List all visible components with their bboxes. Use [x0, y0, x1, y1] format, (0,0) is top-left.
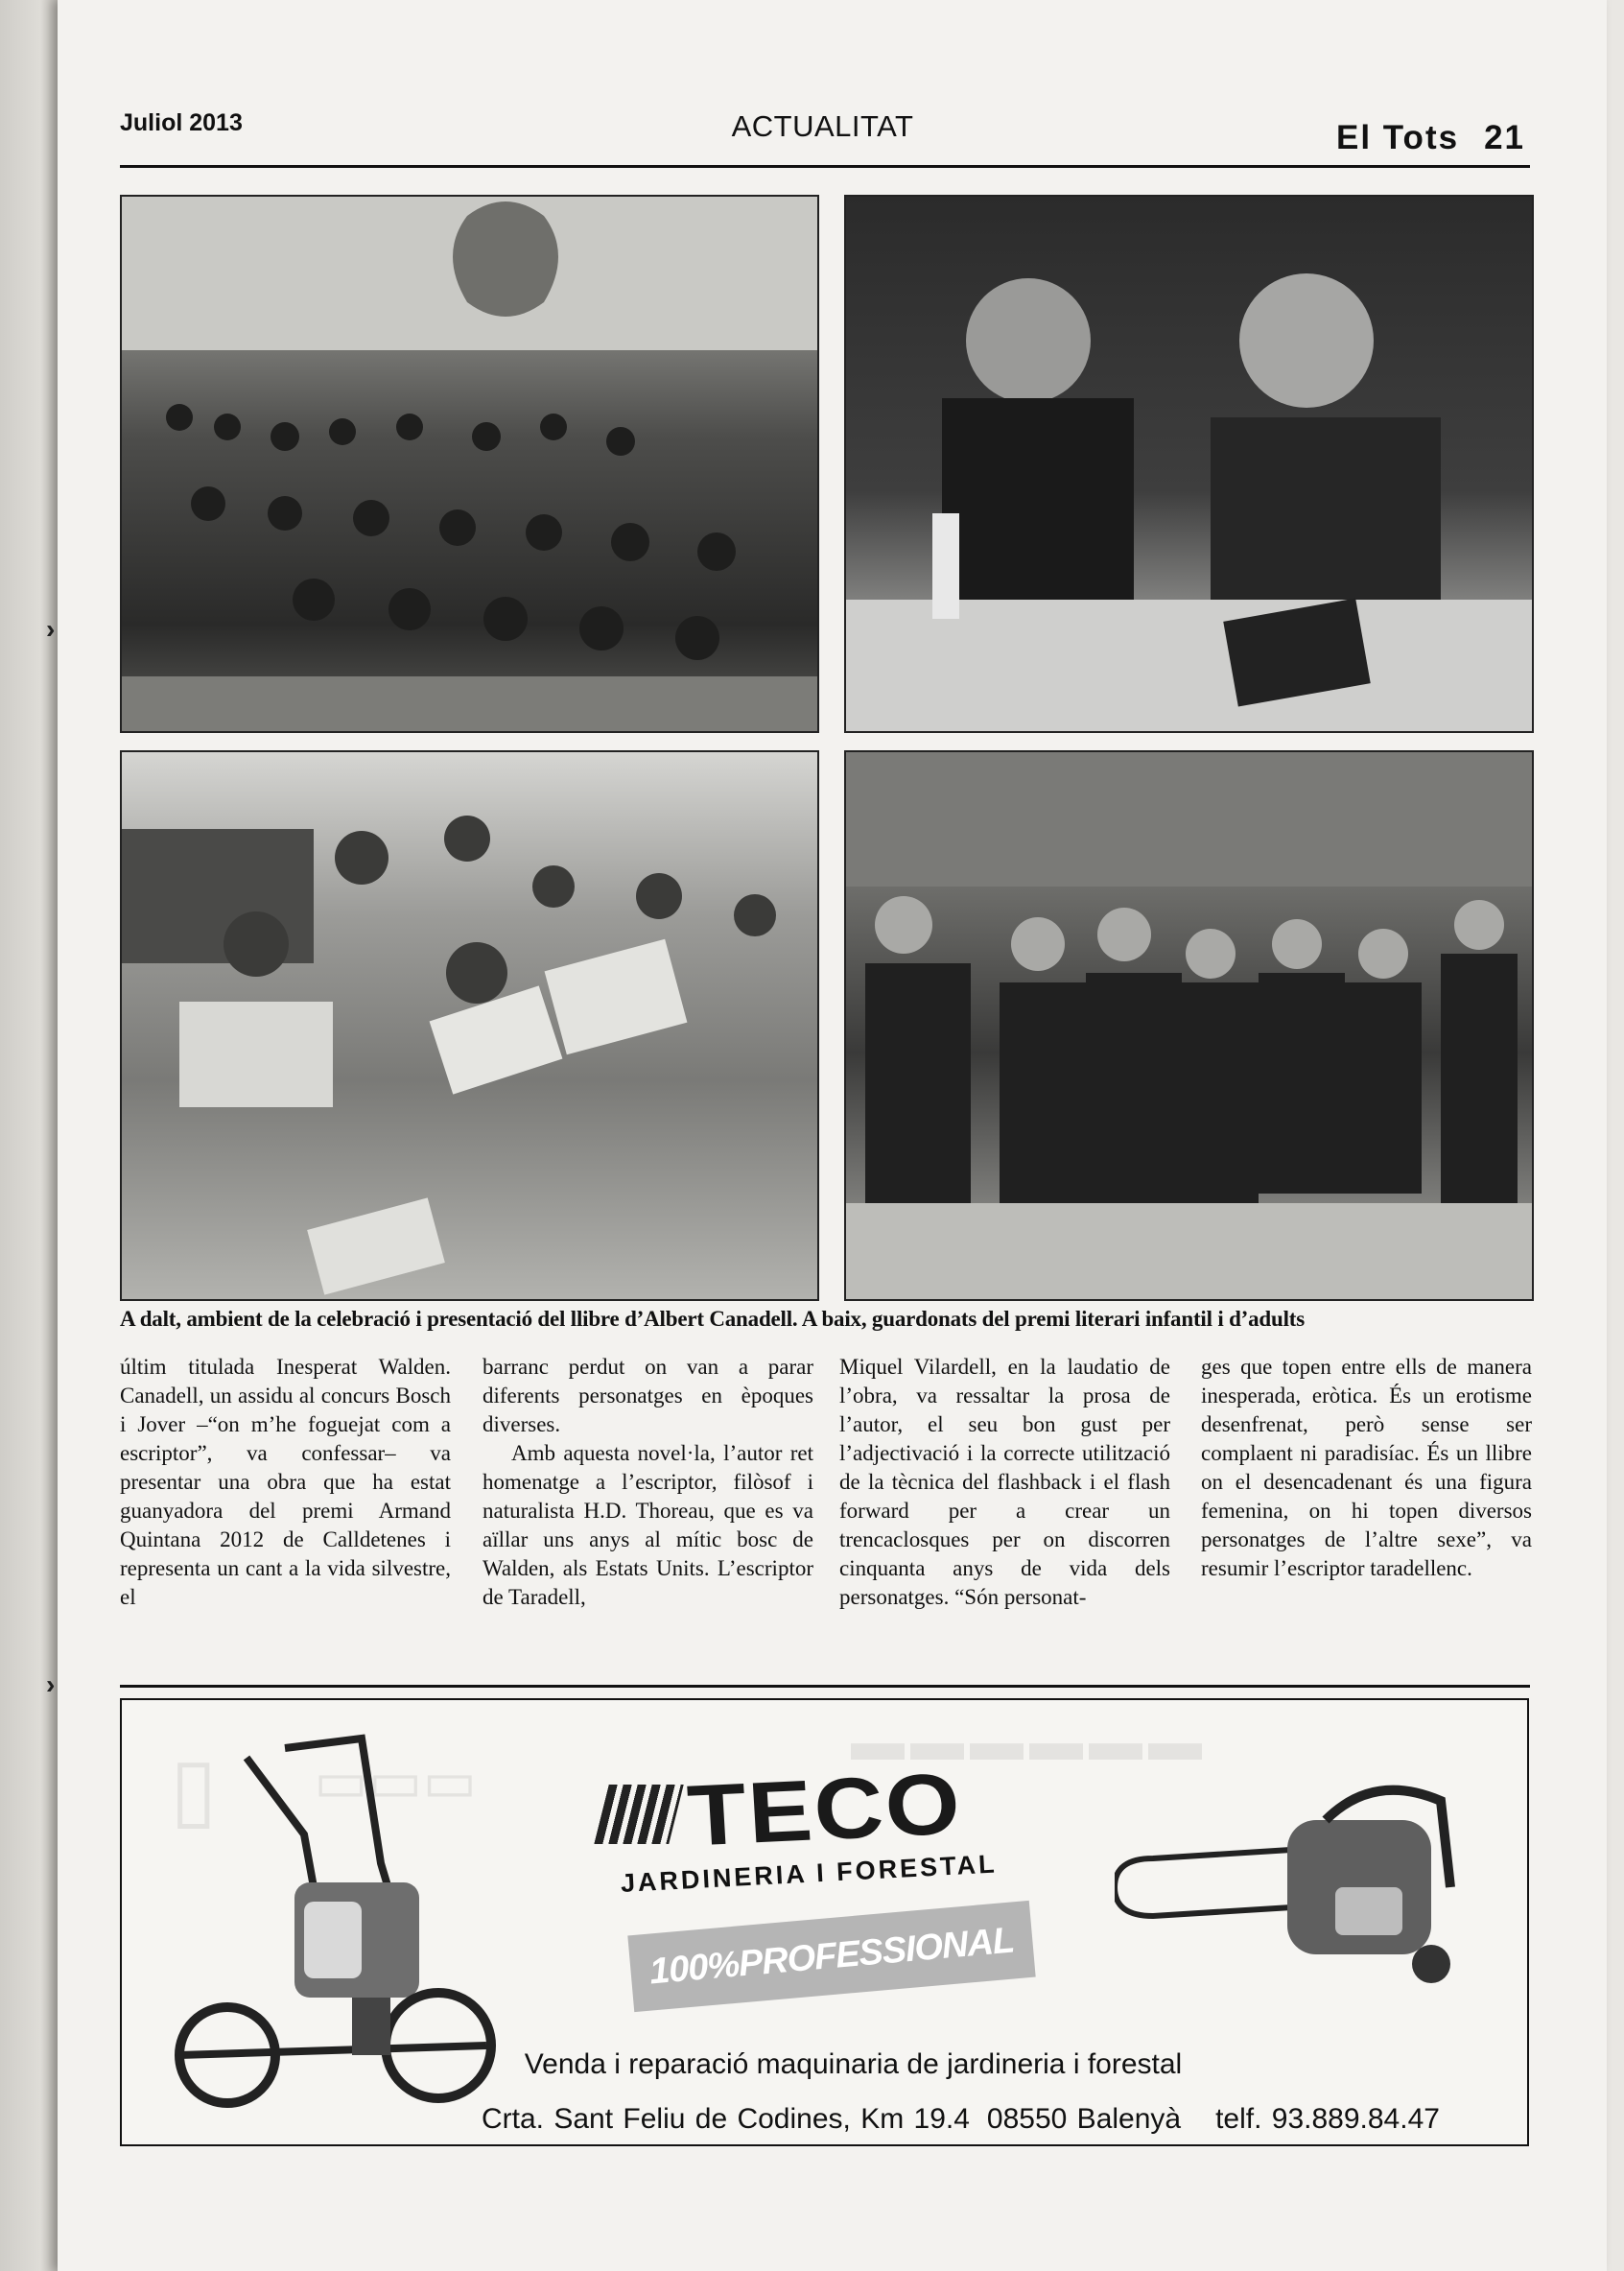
chainsaw-icon — [1115, 1772, 1479, 2002]
brand-subtitle: JARDINERIA I FORESTAL — [620, 1849, 999, 1898]
logo-stripes — [594, 1785, 683, 1844]
header-rule — [120, 165, 1530, 168]
article-column-1 — [120, 1353, 451, 1650]
brand-name: El Tots — [1335, 119, 1460, 156]
binding-mark: › — [46, 614, 56, 644]
ad-contact — [482, 2103, 1440, 2136]
professional-badge — [627, 1901, 1035, 2012]
paragraph: últim titulada Inesperat Walden. Canadell, un assidu al concurs Bosch i Jover –“on m’he foguejat com a escriptor”, va confessar– va presentar una obra que ha estat guanyadora del premi Armand Quintana 2012 de Calldetenes i representa un cant a la vida silvestre, el — [120, 1355, 451, 1609]
bleed-through: ▭▭▭ — [314, 1749, 478, 1813]
article-column-2 — [482, 1353, 813, 1650]
page-header — [120, 106, 1525, 163]
publication-name — [1336, 119, 1525, 157]
author-presentation-photo — [844, 195, 1534, 733]
ad-postal: 08550 Balenyà — [986, 2103, 1182, 2135]
bleed-through: ▯ — [170, 1741, 218, 1837]
ad-tagline: Venda i reparació maquinaria de jardineria i forestal — [524, 2048, 1183, 2080]
section-rule — [120, 1685, 1530, 1688]
article-column-4 — [1201, 1353, 1532, 1650]
teco-advertisement — [120, 1698, 1529, 2146]
ad-address: Crta. Sant Feliu de Codines, Km 19.4 — [482, 2103, 970, 2135]
binding-mark: › — [46, 1669, 56, 1699]
brand-name: TECO — [685, 1755, 965, 1865]
badge-text: 100%PROFESSIONAL — [647, 1920, 1016, 1993]
paragraph: Miquel Vilardell, en la laudatio de l’obra, va ressaltar la prosa de l’autor, el seu bon gust per l’adjectivació i la correcte utilització de la tècnica del flashback i el flash forward per a crear un trencaclosques per on discorren cinquanta anys de vida dels personatges. “Són personat- — [839, 1355, 1170, 1609]
audience-photo — [120, 195, 819, 733]
page-number: 21 — [1484, 119, 1525, 156]
article-column-3 — [839, 1353, 1170, 1650]
paragraph: Amb aquesta novel·la, l’autor ret homenatge a l’escriptor, filòsof i naturalista H.D. Thoreau, que es va aïllar uns anys al mític bosc de Walden, als Estats Units. L’escriptor de Taradell, — [482, 1441, 813, 1609]
bleed-through: ▬▬▬▬▬▬ — [851, 1711, 1208, 1771]
adult-awardees-photo — [844, 750, 1534, 1301]
page-binding — [0, 0, 58, 2271]
paragraph: ges que topen entre ells de manera inesperada, eròtica. És un erotisme desenfrenat, però sense ser complaent ni paradisíac. És un llibre on el desencadenant és una figura femenina, on hi topen diversos personatges de l’altre sexe”, va resumir l’escriptor taradellenc. — [1201, 1355, 1532, 1580]
photo-caption: A dalt, ambient de la celebració i presentació del llibre d’Albert Canadell. A baix, guardonats del premi literari infantil i d’adults — [120, 1307, 1306, 1331]
teco-logo — [601, 1755, 1043, 1865]
children-awardees-photo — [120, 750, 819, 1301]
ad-phone: telf. 93.889.84.47 — [1215, 2103, 1440, 2135]
issue-date: Juliol 2013 — [120, 109, 243, 136]
section-title: ACTUALITAT — [731, 109, 914, 143]
paragraph: barranc perdut on van a parar diferents personatges en èpoques diverses. — [482, 1355, 813, 1436]
